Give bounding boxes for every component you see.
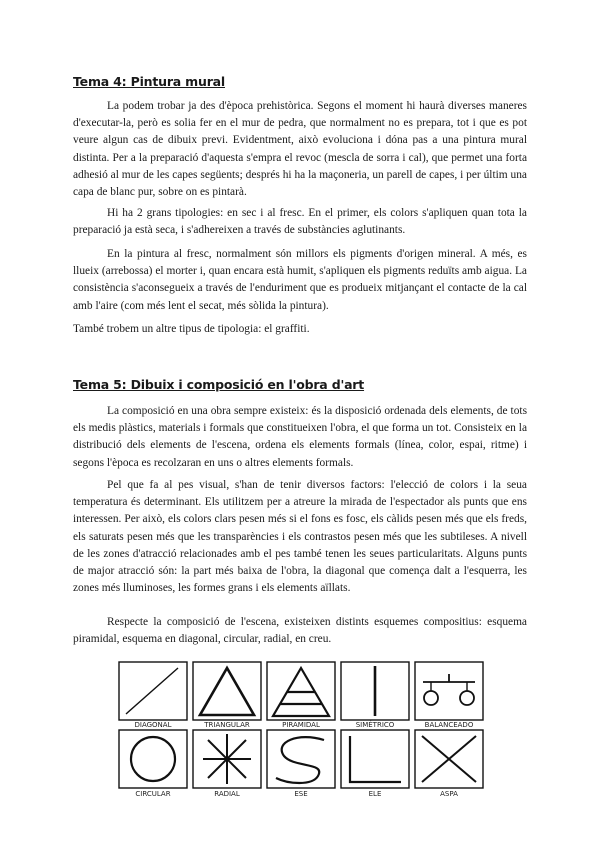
section-4-paragraph-1: La podem trobar ja des d'època prehistòrica. Segons el moment hi haurà diverses maneres d'executar-la, però es solia fer en el mur de pedra, que normalment no es prepara, tot i que es pot veure algun cas de dibuix previ. Evidentment, això evoluciona i dóna pas a una pintura mural distinta. Per a la preparació d'aquesta s'empra el revoc (mescla de sorra i cal), que permet una forta adhesió al mur de les capes següents; després hi ha la maçoneria, un parell de capes, i per últim una capa de blanc pur, sobre on es pintarà. bbox=[73, 100, 527, 199]
radial-scheme-icon bbox=[193, 730, 261, 788]
s-scheme-icon bbox=[267, 730, 335, 788]
composition-schemes-diagram bbox=[118, 660, 486, 800]
label-radial: RADIAL bbox=[214, 790, 240, 798]
section-4-paragraph-2: Hi ha 2 grans tipologies: en sec i al fresc. En el primer, els colors s'apliquen quan tota la preparació ja està seca, i s'adhereixen a través de substàncies aglutinants. bbox=[73, 207, 527, 237]
label-x: ASPA bbox=[440, 790, 458, 798]
label-diagonal: DIAGONAL bbox=[134, 721, 172, 729]
section-4-paragraph-4: També trobem un altre tipus de tipologia: el graffiti. bbox=[73, 323, 310, 335]
label-s: ESE bbox=[294, 790, 308, 798]
diagonal-scheme-icon bbox=[119, 662, 187, 720]
symmetric-scheme-icon bbox=[341, 662, 409, 720]
circular-scheme-icon bbox=[119, 730, 187, 788]
l-scheme-icon bbox=[341, 730, 409, 788]
section-4-paragraph-3: En la pintura al fresc, normalment són millors els pigments d'origen mineral. A més, es llueix (arrebossa) el morter i, quan encara està humit, s'apliquen els pigments reduïts amb aigua. La consistència s'aconsegueix a través de l'enduriment que es produeix mitjançant el contacte de la cal amb l'aire (com més lent el secat, més sòlida la pintura). bbox=[73, 248, 527, 312]
section-5-paragraph-3: Respecte la composició de l'escena, existeixen distints esquemes compositius: esquema piramidal, esquema en diagonal, circular, radial, en creu. bbox=[73, 616, 527, 646]
x-scheme-icon bbox=[415, 730, 483, 788]
section-5-heading: Tema 5: Dibuix i composició en l'obra d'art bbox=[73, 377, 365, 392]
section-4-heading: Tema 4: Pintura mural bbox=[73, 74, 225, 89]
balanced-scheme-icon bbox=[415, 662, 483, 720]
label-balanced: BALANCEADO bbox=[424, 721, 474, 729]
label-triangular: TRIANGULAR bbox=[204, 721, 250, 729]
section-5-paragraph-2: Pel que fa al pes visual, s'han de tenir diversos factors: l'elecció de colors i la seua temperatura és determinant. Els utilitzem per a atreure la mirada de l'espectador als punts que ens interessen. Per això, els colors clars pesen més si el fons es fosc, els càlids pesen més que els freds, els saturats pesen més que les transparències i els contrastos pesen més que les subtileses. A nivell de les zones d'atracció relacionades amb el pes també tenen les seues particularitats. Alguns punts de major atracció són: la part més baixa de l'obra, la diagonal que comença dalt a l'esquerra, les zones més lluminoses, les formes grans i els elements aïllats. bbox=[73, 479, 527, 595]
triangular-scheme-icon bbox=[193, 662, 261, 720]
label-circular: CIRCULAR bbox=[135, 790, 171, 798]
label-pyramidal: PIRAMIDAL bbox=[282, 721, 320, 729]
pyramidal-scheme-icon bbox=[267, 662, 335, 720]
label-symmetric: SIMÉTRICO bbox=[355, 721, 395, 729]
section-5-paragraph-1: La composició en una obra sempre existeix: és la disposició ordenada dels elements, de tots els medis plàstics, materials i formals que constitueixen l'obra, el que forma un tot. Consisteix en la distribució dels elements de l'escena, ordena els elements formals (línea, color, espai, ritme) i segons l'època es recolzaran en uns o altres elements formals. bbox=[73, 405, 527, 469]
label-l: ELE bbox=[368, 790, 382, 798]
